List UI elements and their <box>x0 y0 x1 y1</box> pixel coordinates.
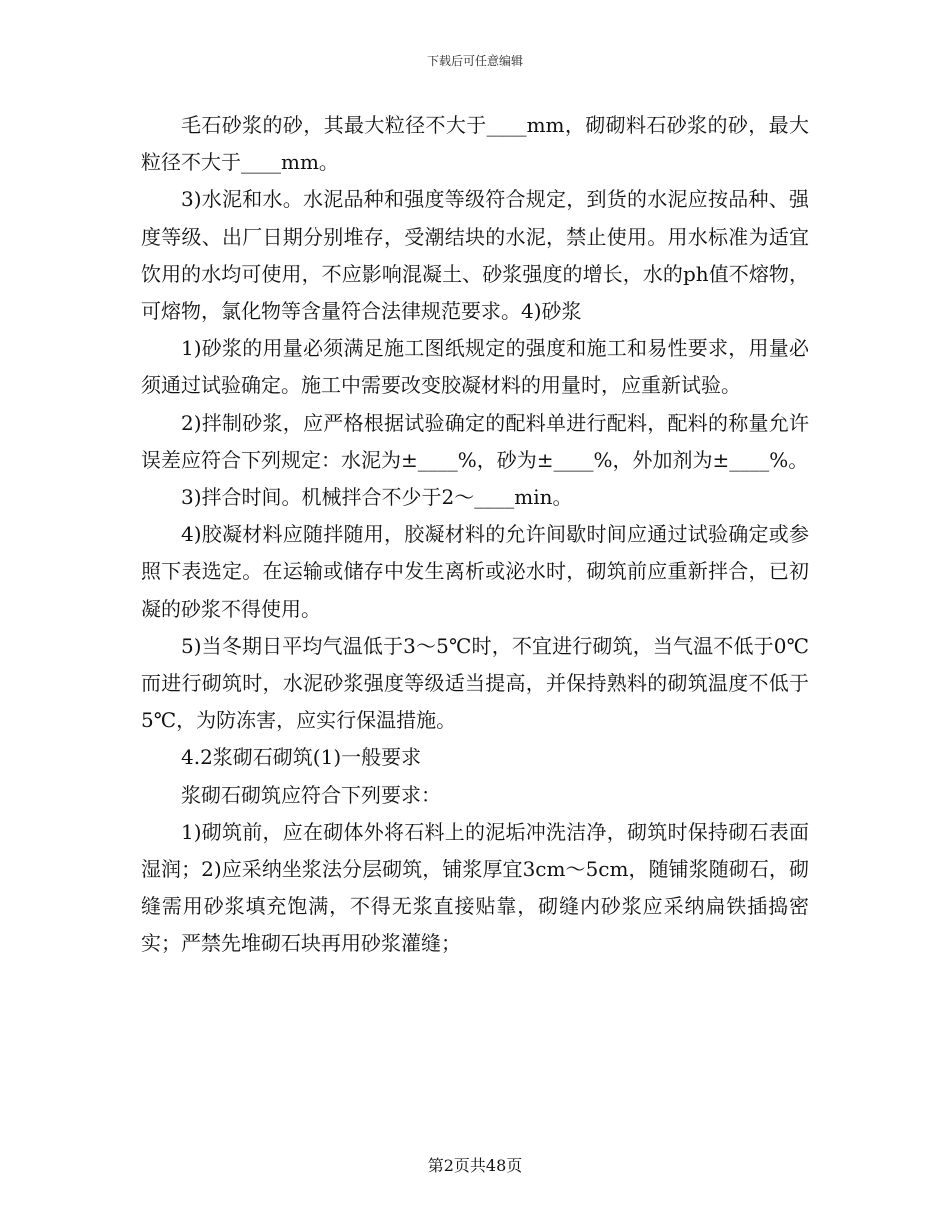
page-number: 第2页共48页 <box>427 1156 523 1175</box>
section-heading-masonry: 4.2浆砌石砌筑(1)一般要求 <box>181 745 422 770</box>
paragraph-masonry-intro: 浆砌石砌筑应符合下列要求： <box>181 782 441 807</box>
paragraph-masonry-requirements: 1)砌筑前，应在砌体外将石料上的泥垢冲洗洁净，砌筑时保持砌石表面湿润；2)应采纳坐浆法分层砌筑，铺浆厚宜3cm～5cm，随铺浆随砌石，砌缝需用砂浆填充饱满，不得无浆直接贴靠，砌缝内砂浆应采纳扁铁插捣密实；严禁先堆砌石块再用砂浆灌缝； <box>141 819 809 956</box>
paragraph-mixing-tolerance: 2)拌制砂浆，应严格根据试验确定的配料单进行配料，配料的称量允许误差应符合下列规定：水泥为±____%，砂为±____%，外加剂为±____%。 <box>141 410 809 472</box>
page-header: 下载后可任意编辑 <box>426 54 523 68</box>
paragraph-sand-grain-size: 毛石砂浆的砂，其最大粒径不大于____mm，砌砌料石砂浆的砂，最大粒径不大于____mm。 <box>141 113 809 175</box>
paragraph-binder-usage: 4)胶凝材料应随拌随用，胶凝材料的允许间歇时间应通过试验确定或参照下表选定。在运输或储存中发生离析或泌水时，砌筑前应重新拌合，已初凝的砂浆不得使用。 <box>141 522 809 621</box>
paragraph-mortar-dosage: 1)砂浆的用量必须满足施工图纸规定的强度和施工和易性要求，用量必须通过试验确定。施工中需要改变胶凝材料的用量时，应重新试验。 <box>141 336 809 398</box>
paragraph-mixing-time: 3)拌合时间。机械拌合不少于2～____min。 <box>181 485 573 510</box>
paragraph-winter-masonry: 5)当冬期日平均气温低于3～5℃时，不宜进行砌筑，当气温不低于0℃而进行砌筑时，水泥砂浆强度等级适当提高，并保持熟料的砌筑温度不低于5℃，为防冻害，应实行保温措施。 <box>141 633 809 733</box>
paragraph-cement-and-water: 3)水泥和水。水泥品种和强度等级符合规定，到货的水泥应按品种、强度等级、出厂日期分别堆存，受潮结块的水泥，禁止使用。用水标准为适宜饮用的水均可使用，不应影响混凝土、砂浆强度的增长，水的ph值不熔物，可熔物，氯化物等含量符合法律规范要求。4)砂浆 <box>141 187 809 324</box>
document-body <box>141 107 809 963</box>
